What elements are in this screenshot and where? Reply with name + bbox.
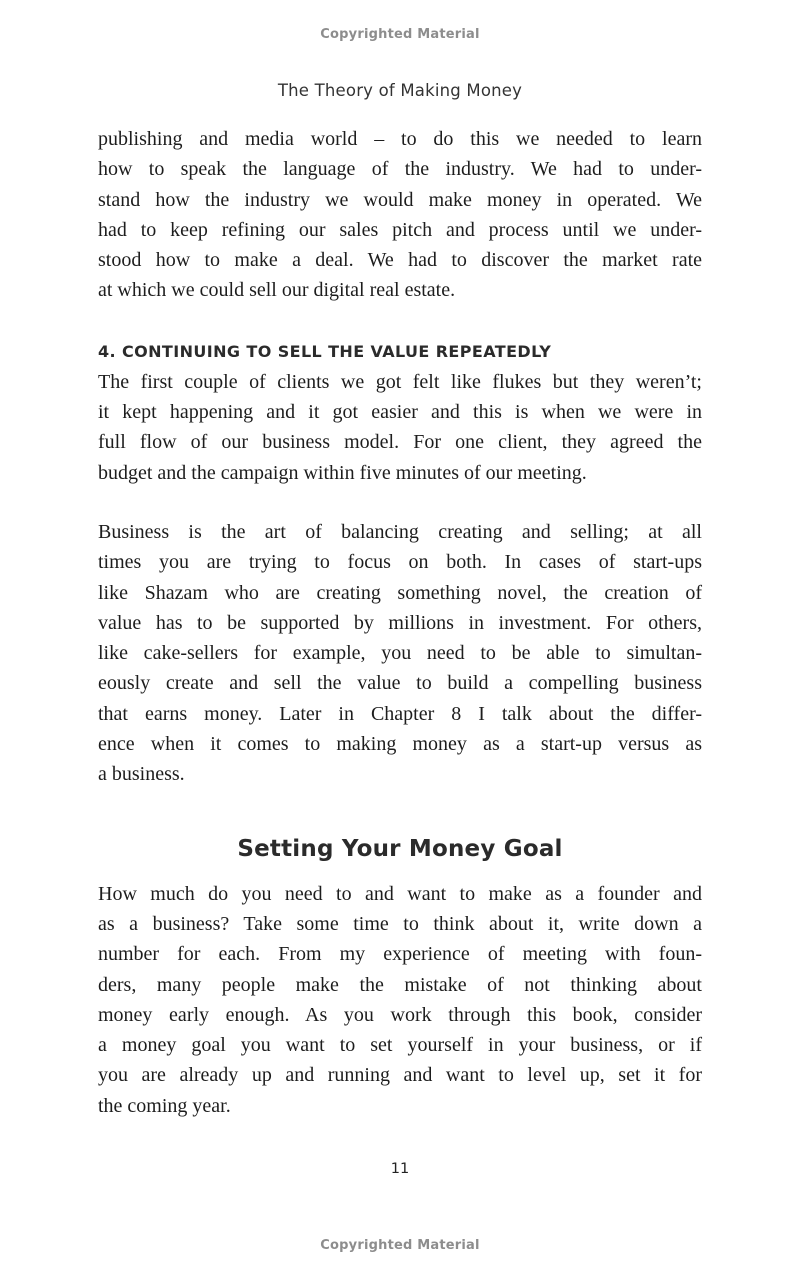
text-line: full flow of our business model. For one client, they agreed the: [98, 431, 702, 454]
text-line: number for each. From my experience of meeting with foun-: [98, 943, 702, 966]
text-line: Business is the art of balancing creating and selling; at all: [98, 520, 702, 543]
text-line: a money goal you want to set yourself in your business, or if: [98, 1034, 702, 1057]
text-line: the coming year.: [98, 1094, 231, 1117]
text-line: value has to be supported by millions in investment. For others,: [98, 611, 702, 634]
text-line: as a business? Take some time to think about it, write down a: [98, 912, 702, 935]
text-line: times you are trying to focus on both. In cases of start-ups: [98, 551, 702, 574]
section-title: Setting Your Money Goal: [237, 835, 563, 862]
text-line: eously create and sell the value to build a compelling business: [98, 672, 702, 695]
text-line: ders, many people make the mistake of not thinking about: [98, 973, 702, 996]
running-header: The Theory of Making Money: [277, 81, 523, 100]
paragraph: [98, 517, 702, 790]
text-line: publishing and media world – to do this we needed to learn: [98, 128, 702, 150]
text-line: you are already up and running and want to level up, set it for: [98, 1064, 702, 1087]
paragraph: [98, 879, 702, 1121]
text-line: at which we could sell our digital real estate.: [98, 279, 456, 302]
copyright-notice-bottom: Copyrighted Material: [320, 1238, 480, 1253]
paragraph: [98, 367, 702, 488]
text-line: stood how to make a deal. We had to discover the market rate: [98, 249, 702, 272]
text-line: like cake-sellers for example, you need to be able to simultan-: [98, 642, 702, 665]
paragraph: [98, 124, 702, 306]
text-line: like Shazam who are creating something novel, the creation of: [98, 581, 702, 604]
section-heading-4: 4. CONTINUING TO SELL THE VALUE REPEATEDLY: [98, 341, 552, 361]
text-line: money early enough. As you work through this book, consider: [98, 1003, 702, 1026]
page-text-block: [98, 124, 702, 1121]
text-line: a business.: [98, 763, 185, 786]
page-number: 11: [390, 1161, 410, 1177]
text-line: How much do you need to and want to make as a founder and: [98, 882, 702, 905]
text-line: The first couple of clients we got felt like flukes but they weren’t;: [98, 370, 702, 393]
text-line: had to keep refining our sales pitch and process until we under-: [98, 218, 702, 241]
text-line: how to speak the language of the industry. We had to under-: [98, 158, 702, 181]
copyright-notice-top: Copyrighted Material: [320, 27, 480, 42]
text-line: it kept happening and it got easier and this is when we were in: [98, 401, 702, 424]
text-line: budget and the campaign within five minutes of our meeting.: [98, 461, 587, 484]
text-line: ence when it comes to making money as a start-up versus as: [98, 733, 702, 756]
text-line: stand how the industry we would make money in operated. We: [98, 188, 702, 211]
text-line: that earns money. Later in Chapter 8 I talk about the differ-: [98, 702, 702, 725]
